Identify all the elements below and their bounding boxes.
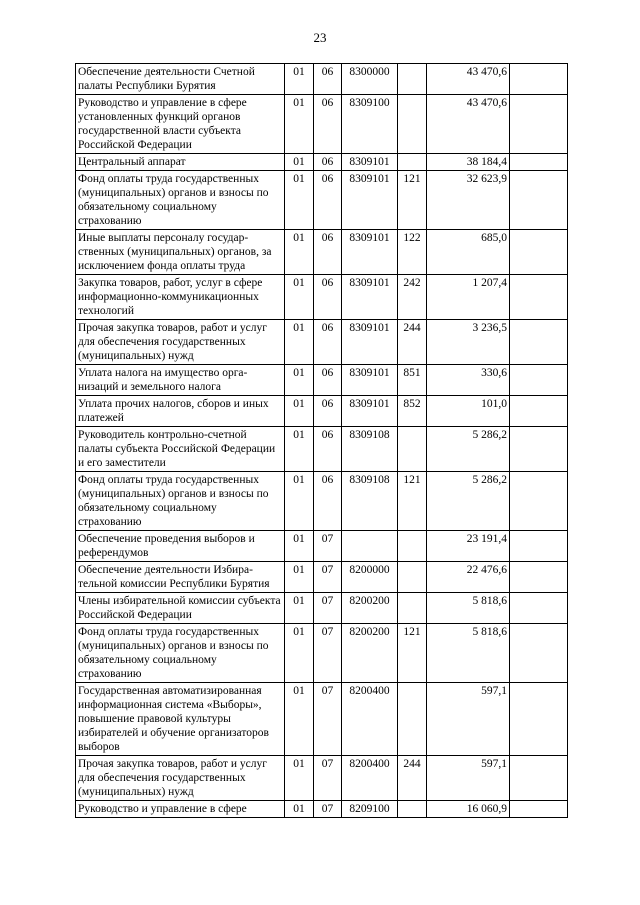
row-expense-type-cell: 244 (398, 756, 427, 801)
row-expense-type-cell (398, 593, 427, 624)
row-target-cell: 8309100 (342, 95, 398, 154)
table-row (76, 320, 568, 365)
row-section-cell: 01 (285, 562, 314, 593)
row-name-cell: Руководитель контрольно-счетной палаты субъекта Российской Федерации и его заместители (76, 427, 285, 472)
row-subsection-cell: 06 (314, 396, 342, 427)
row-expense-type-cell: 852 (398, 396, 427, 427)
row-extra-cell (510, 171, 568, 230)
table-row (76, 801, 568, 818)
table-row (76, 230, 568, 275)
row-expense-type-cell: 121 (398, 472, 427, 531)
row-amount-cell: 597,1 (427, 683, 510, 756)
row-name-cell: Уплата прочих налогов, сборов и иных платежей (76, 396, 285, 427)
table-row (76, 562, 568, 593)
row-amount-cell: 23 191,4 (427, 531, 510, 562)
row-target-cell: 8309101 (342, 230, 398, 275)
row-extra-cell (510, 230, 568, 275)
row-amount-cell: 5 818,6 (427, 624, 510, 683)
row-target-cell: 8309101 (342, 171, 398, 230)
row-name-cell: Члены избирательной комиссии субъекта Российской Федерации (76, 593, 285, 624)
row-subsection-cell: 06 (314, 154, 342, 171)
row-subsection-cell: 06 (314, 230, 342, 275)
row-target-cell: 8300000 (342, 64, 398, 95)
row-amount-cell: 330,6 (427, 365, 510, 396)
table-row (76, 396, 568, 427)
row-name-cell: Закупка товаров, работ, услуг в сфере информационно-коммуникационных технологий (76, 275, 285, 320)
table-row (76, 275, 568, 320)
row-section-cell: 01 (285, 365, 314, 396)
row-section-cell: 01 (285, 95, 314, 154)
row-subsection-cell: 06 (314, 171, 342, 230)
row-expense-type-cell (398, 801, 427, 818)
row-section-cell: 01 (285, 624, 314, 683)
row-name-cell: Обеспечение проведения выборов и референдумов (76, 531, 285, 562)
row-extra-cell (510, 320, 568, 365)
row-target-cell: 8309101 (342, 396, 398, 427)
row-expense-type-cell: 122 (398, 230, 427, 275)
row-name-cell: Руководство и управление в сфере установленных функций органов государственной власти субъекта Российской Федерации (76, 95, 285, 154)
row-amount-cell: 685,0 (427, 230, 510, 275)
row-extra-cell (510, 472, 568, 531)
row-expense-type-cell: 242 (398, 275, 427, 320)
row-extra-cell (510, 154, 568, 171)
row-section-cell: 01 (285, 64, 314, 95)
row-extra-cell (510, 64, 568, 95)
row-name-cell: Фонд оплаты труда государственных (муниципальных) органов и взносы по обязательному социальному страхованию (76, 624, 285, 683)
row-amount-cell: 101,0 (427, 396, 510, 427)
row-name-cell: Государственная автоматизированная информационная система «Выборы», повышение правовой культуры избирателей и обучение организаторов выборов (76, 683, 285, 756)
row-amount-cell: 5 286,2 (427, 472, 510, 531)
row-amount-cell: 597,1 (427, 756, 510, 801)
row-target-cell: 8209100 (342, 801, 398, 818)
row-name-cell: Обеспечение деятельности Избирательной комиссии Республики Бурятия (76, 562, 285, 593)
row-subsection-cell: 07 (314, 624, 342, 683)
row-extra-cell (510, 593, 568, 624)
row-expense-type-cell: 244 (398, 320, 427, 365)
row-subsection-cell: 06 (314, 427, 342, 472)
row-subsection-cell: 07 (314, 593, 342, 624)
row-expense-type-cell: 121 (398, 624, 427, 683)
row-extra-cell (510, 801, 568, 818)
row-extra-cell (510, 624, 568, 683)
row-name-cell: Уплата налога на имущество организаций и земельного налога (76, 365, 285, 396)
table-row (76, 624, 568, 683)
row-section-cell: 01 (285, 683, 314, 756)
row-extra-cell (510, 756, 568, 801)
row-section-cell: 01 (285, 396, 314, 427)
row-section-cell: 01 (285, 154, 314, 171)
table-row (76, 154, 568, 171)
row-amount-cell: 43 470,6 (427, 64, 510, 95)
row-section-cell: 01 (285, 427, 314, 472)
row-subsection-cell: 06 (314, 275, 342, 320)
row-extra-cell (510, 683, 568, 756)
row-name-cell: Иные выплаты персоналу государственных (муниципальных) органов, за исключением фонда оплаты труда (76, 230, 285, 275)
row-expense-type-cell (398, 562, 427, 593)
table-row (76, 427, 568, 472)
row-name-cell: Фонд оплаты труда государственных (муниципальных) органов и взносы по обязательному социальному страхованию (76, 171, 285, 230)
row-target-cell: 8309101 (342, 154, 398, 171)
row-target-cell: 8200400 (342, 683, 398, 756)
row-subsection-cell: 07 (314, 683, 342, 756)
row-amount-cell: 3 236,5 (427, 320, 510, 365)
row-amount-cell: 16 060,9 (427, 801, 510, 818)
row-extra-cell (510, 95, 568, 154)
row-target-cell: 8309101 (342, 365, 398, 396)
row-subsection-cell: 07 (314, 531, 342, 562)
row-section-cell: 01 (285, 801, 314, 818)
row-target-cell: 8309101 (342, 320, 398, 365)
table-row (76, 683, 568, 756)
row-name-cell: Прочая закупка товаров, работ и услуг для обеспечения государственных (муниципальных) нужд (76, 320, 285, 365)
row-target-cell (342, 531, 398, 562)
row-subsection-cell: 07 (314, 801, 342, 818)
row-expense-type-cell (398, 531, 427, 562)
row-section-cell: 01 (285, 593, 314, 624)
row-expense-type-cell (398, 683, 427, 756)
row-target-cell: 8200200 (342, 624, 398, 683)
row-section-cell: 01 (285, 171, 314, 230)
row-extra-cell (510, 365, 568, 396)
row-amount-cell: 5 286,2 (427, 427, 510, 472)
row-extra-cell (510, 396, 568, 427)
row-section-cell: 01 (285, 230, 314, 275)
table-row (76, 95, 568, 154)
row-target-cell: 8309108 (342, 427, 398, 472)
table-row (76, 756, 568, 801)
row-target-cell: 8309108 (342, 472, 398, 531)
row-section-cell: 01 (285, 756, 314, 801)
row-expense-type-cell (398, 95, 427, 154)
row-section-cell: 01 (285, 472, 314, 531)
row-name-cell: Руководство и управление в сфере (76, 801, 285, 818)
row-subsection-cell: 07 (314, 562, 342, 593)
row-subsection-cell: 07 (314, 756, 342, 801)
row-extra-cell (510, 427, 568, 472)
row-section-cell: 01 (285, 531, 314, 562)
row-amount-cell: 43 470,6 (427, 95, 510, 154)
table-row (76, 531, 568, 562)
row-target-cell: 8309101 (342, 275, 398, 320)
row-subsection-cell: 06 (314, 472, 342, 531)
row-amount-cell: 5 818,6 (427, 593, 510, 624)
row-subsection-cell: 06 (314, 95, 342, 154)
row-expense-type-cell (398, 64, 427, 95)
row-target-cell: 8200400 (342, 756, 398, 801)
row-subsection-cell: 06 (314, 64, 342, 95)
row-extra-cell (510, 562, 568, 593)
row-name-cell: Центральный аппарат (76, 154, 285, 171)
row-expense-type-cell: 121 (398, 171, 427, 230)
table-body (76, 64, 568, 818)
row-amount-cell: 22 476,6 (427, 562, 510, 593)
row-extra-cell (510, 275, 568, 320)
row-expense-type-cell (398, 154, 427, 171)
row-subsection-cell: 06 (314, 320, 342, 365)
table-row (76, 365, 568, 396)
row-target-cell: 8200000 (342, 562, 398, 593)
row-name-cell: Фонд оплаты труда государственных (муниципальных) органов и взносы по обязательному социальному страхованию (76, 472, 285, 531)
budget-table (75, 63, 568, 818)
row-expense-type-cell: 851 (398, 365, 427, 396)
row-target-cell: 8200200 (342, 593, 398, 624)
row-expense-type-cell (398, 427, 427, 472)
table-row (76, 64, 568, 95)
table-row (76, 472, 568, 531)
table-row (76, 171, 568, 230)
row-section-cell: 01 (285, 320, 314, 365)
row-extra-cell (510, 531, 568, 562)
row-subsection-cell: 06 (314, 365, 342, 396)
row-amount-cell: 38 184,4 (427, 154, 510, 171)
row-section-cell: 01 (285, 275, 314, 320)
row-amount-cell: 1 207,4 (427, 275, 510, 320)
row-name-cell: Прочая закупка товаров, работ и услуг для обеспечения государственных (муниципальных) нужд (76, 756, 285, 801)
table-row (76, 593, 568, 624)
row-amount-cell: 32 623,9 (427, 171, 510, 230)
page-number: 23 (313, 30, 327, 45)
row-name-cell: Обеспечение деятельности Счетной палаты Республики Бурятия (76, 64, 285, 95)
